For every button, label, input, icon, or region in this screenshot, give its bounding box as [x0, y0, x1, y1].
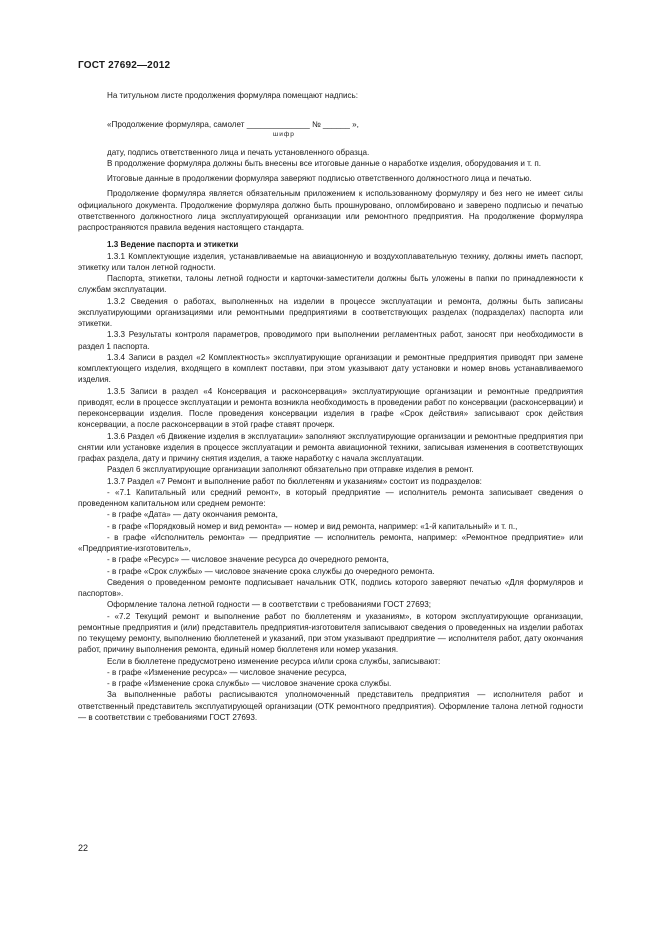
paragraph: Раздел 6 эксплуатирующие организации заполняют обязательно при отправке изделия в ремонт.: [107, 465, 474, 475]
list-item: - в графе «Ресурс» — числовое значение ресурса до очередного ремонта,: [107, 555, 389, 565]
list-item: - в графе «Дата» — дату окончания ремонта,: [107, 510, 278, 520]
paragraph: 1.3.5 Записи в раздел «4 Консервация и расконсервация» эксплуатирующие организации и ремонтные предприятия приводят, если в процессе эксплуатации и ремонта возникла необходимость в проведении работ по консервации (расконсервации) и переконсервации изделия. После проведения консервации изделия в графе «Срок действия» записывают срок действия консервации, а после расконсервации в этой графе ставят прочерк.: [78, 386, 583, 430]
inscription-caption: шифр: [273, 130, 295, 138]
paragraph: В продолжение формуляра должны быть внесены все итоговые данные о наработке изделия, оборудования и т. п.: [107, 158, 542, 168]
paragraph: 1.3.4 Записи в раздел «2 Комплектность» эксплуатирующие организации и ремонтные предприятия приводят при замене комплектующего изделия, входящего в комплект поставки, при этом указывают дату установки и номер вновь устанавливаемого изделия.: [78, 352, 583, 385]
paragraph: На титульном листе продолжения формуляра помещают надпись:: [107, 91, 358, 100]
list-item: - «7.2 Текущий ремонт и выполнение работ по бюллетеням и указаниям», в котором эксплуатирующие организации, ремонтные предприятия и (или) представитель предприятия-изготовителя записывают сведения о проведенных на изделии работах по текущему ремонту, выполнению бюллетеней и указаний, при этом указывают предприятие — исполнителя работ, дату окончания работ, причину выполнения ремонта, единый номер бюллетеня или номер указания.: [78, 611, 583, 655]
paragraph: Если в бюллетене предусмотрено изменение ресурса и/или срока службы, записывают:: [107, 656, 441, 666]
paragraph: Сведения о проведенном ремонте подписывает начальник ОТК, подпись которого заверяют печатью «Для формуляров и паспортов».: [78, 577, 583, 598]
paragraph: 1.3.7 Раздел «7 Ремонт и выполнение работ по бюллетеням и указаниям» состоит из подразделов:: [107, 476, 482, 486]
paragraph: 1.3.2 Сведения о работах, выполненных на изделии в процессе эксплуатации и ремонта, должны быть записаны эксплуатирующими организациями или ремонтными предприятиями в соответствующих разделах (подразделах) паспорта или этикетки.: [78, 296, 583, 328]
standard-header: ГОСТ 27692—2012: [78, 60, 171, 71]
paragraph: Итоговые данные в продолжении формуляра заверяют подписью ответственного должностного лица и печатью.: [107, 174, 532, 183]
section-heading: 1.3 Ведение паспорта и этикетки: [107, 240, 239, 250]
paragraph: Продолжение формуляра является обязательным приложением к использованному формуляру и без него не имеет силы официального документа. Продолжение формуляра должно быть прошнуровано, опломбировано и заверено подписью и печатью ответственного должностного лица эксплуатирующей организации или ремонтного предприятия. На продолжение формуляра распространяются правила ведения настоящего стандарта.: [78, 189, 583, 232]
list-item: - в графе «Изменение срока службы» — числовое значение срока службы.: [107, 679, 392, 688]
paragraph: За выполненные работы расписываются уполномоченный представитель предприятия — исполнителя работ и ответственный представитель эксплуатирующей организации (ОТК ремонтного предприятия). Оформление талона летной годности — в соответствии с требованиями ГОСТ 27693.: [78, 690, 583, 722]
paragraph: 1.3.6 Раздел «6 Движение изделия в эксплуатации» заполняют эксплуатирующие организации и ремонтные предприятия при снятии или установке изделия в процессе эксплуатации и ремонта авиационной техники, записывая изменения в соответствующих графах раздела, дату и причину снятия изделия, а также наработку с начала эксплуатации.: [78, 431, 583, 463]
list-item: - в графе «Исполнитель ремонта» — предприятие — исполнитель ремонта, например: «Ремонтное предприятие» или «Предприятие-изготовитель»,: [78, 532, 583, 553]
paragraph: Оформление талона летной годности — в соответствии с требованиями ГОСТ 27693;: [107, 600, 432, 610]
document-body: [78, 86, 583, 723]
form-inscription-line: «Продолжение формуляра, самолет ______________ № ______ »,: [107, 120, 359, 130]
list-item: - «7.1 Капитальный или средний ремонт», в который предприятие — исполнитель ремонта записывает сведения о проведенном капитальном или среднем ремонте:: [78, 487, 583, 508]
paragraph: Паспорта, этикетки, талоны летной годности и карточки-заместители должны быть уложены в папки по принадлежности к службам эксплуатации.: [78, 274, 583, 295]
paragraph: 1.3.1 Комплектующие изделия, устанавливаемые на авиационную и воздухоплавательную технику, должны иметь паспорт, этикетку или талон летной годности.: [78, 251, 583, 272]
page-number: 22: [78, 843, 89, 853]
list-item: - в графе «Срок службы» — числовое значение срока службы до очередного ремонта.: [107, 566, 435, 576]
paragraph: 1.3.3 Результаты контроля параметров, проводимого при выполнении регламентных работ, заносят при необходимости в раздел 1 паспорта.: [78, 330, 583, 351]
list-item: - в графе «Порядковый номер и вид ремонта» — номер и вид ремонта, например: «1-й капитальный» и т. п.,: [107, 521, 518, 531]
list-item: - в графе «Изменение ресурса» — числовое значение ресурса,: [107, 667, 347, 677]
paragraph: дату, подпись ответственного лица и печать установленного образца.: [107, 147, 370, 157]
